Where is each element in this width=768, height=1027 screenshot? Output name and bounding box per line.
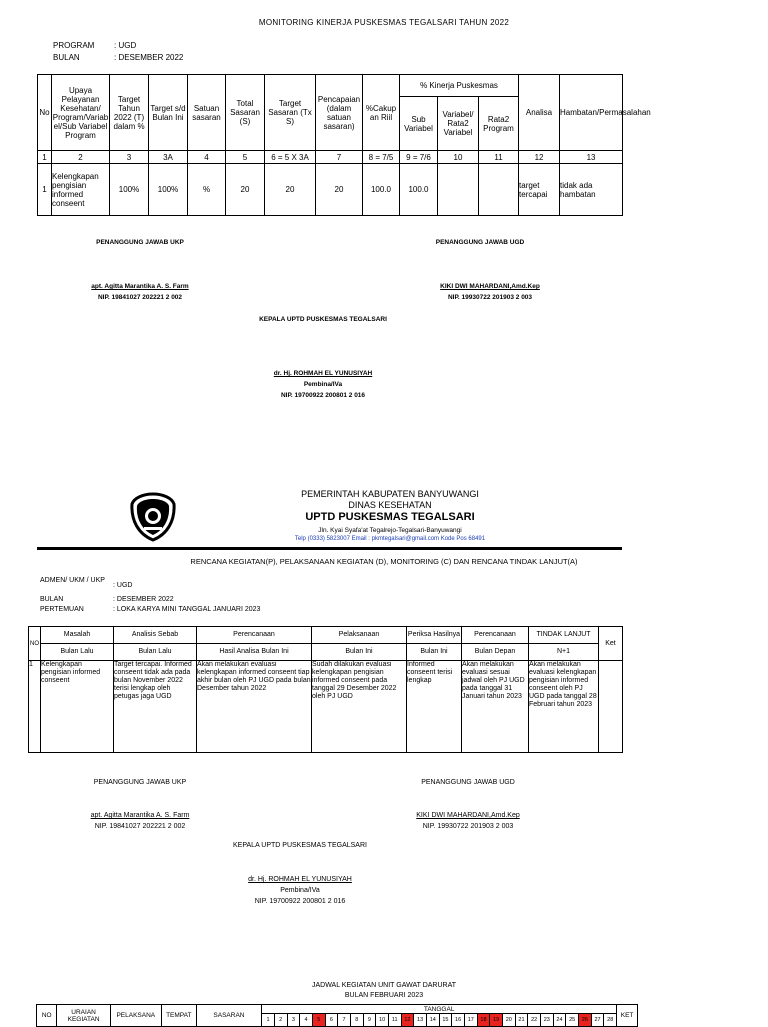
kepala-name: dr. Hj. ROHMAH EL YUNUSIYAH xyxy=(273,370,373,377)
row-target-ts: 20 xyxy=(265,164,316,216)
letterhead-line2: DINAS KESEHATAN xyxy=(348,500,432,510)
row-no: 1 xyxy=(29,661,41,753)
row-periksa: Informed conseent terisi lengkap xyxy=(407,661,462,753)
pj-ugd-name: KIKI DWI MAHARDANI,Amd.Kep xyxy=(440,283,540,290)
row-cakupan: 100.0 xyxy=(363,164,400,216)
col-number: 1 xyxy=(38,151,52,164)
kepala-rank-2: Pembina/IVa xyxy=(280,887,320,894)
row-hambatan: tidak ada hambatan xyxy=(560,164,623,216)
col-tanggal: TANGGAL xyxy=(262,1005,617,1014)
col-number: 8 = 7/5 xyxy=(363,151,400,164)
rencana-table xyxy=(28,626,623,753)
bulan2-value: : DESEMBER 2022 xyxy=(113,596,174,603)
col-number: 5 xyxy=(226,151,265,164)
pj-ukp-name: apt. Agitta Marantika A. S. Farm xyxy=(91,283,189,290)
col-sasaran: SASARAN xyxy=(196,1005,262,1027)
row-no: 1 xyxy=(38,164,52,216)
col-number: 7 xyxy=(316,151,363,164)
day-cell: 22 xyxy=(528,1014,541,1027)
kepala-name-2: dr. Hj. ROHMAH EL YUNUSIYAH xyxy=(248,876,352,883)
day-cell: 2 xyxy=(274,1014,287,1027)
letterhead-contact: Telp (0333) 5823007 Email : pkmtegalsari@gmail.com Kode Pos 68491 xyxy=(294,536,486,542)
col-number: 2 xyxy=(52,151,110,164)
col-upaya: Upaya Pelayanan Kesehatan/ Program/Variab el/Sub Variabel Program xyxy=(52,75,110,151)
kepala-nip: NIP. 19700922 200801 2 016 xyxy=(280,392,366,399)
col-perencanaan: Perencanaan xyxy=(197,627,312,644)
row-upaya: Kelengkapan pengisian informed conseent xyxy=(52,164,110,216)
day-cell: 20 xyxy=(502,1014,515,1027)
row-pelaksanaan: Sudah dilakukan evaluasi kelengkapan pengisian informed conseent pada tanggal 29 Desember 2022 oleh PJ UGD xyxy=(312,661,407,753)
letterhead-line1: PEMERINTAH KABUPATEN BANYUWANGI xyxy=(301,489,479,499)
row-analisa: Target tercapai. Informed conseent tidak ada pada bulan November 2022 terisi lengkap oleh petugas jaga UGD xyxy=(114,661,197,753)
col-variabel-rata2: Variabel/ Rata2 Variabel xyxy=(438,97,479,151)
col-perencanaan-2: Perencanaan xyxy=(462,627,529,644)
program-value: : UGD xyxy=(114,41,137,50)
col-ket: KET xyxy=(617,1005,638,1027)
col-target2022: Target Tahun 2022 (T) dalam % xyxy=(110,75,149,151)
sub-masalah: Bulan Lalu xyxy=(41,644,114,661)
col-target-sd: Target s/d Bulan Ini xyxy=(149,75,188,151)
col-number: 6 = 5 X 3A xyxy=(265,151,316,164)
col-periksa: Periksa Hasilnya xyxy=(407,627,462,644)
program-label: PROGRAM xyxy=(53,41,95,50)
sub-tindak: N+1 xyxy=(529,644,599,661)
day-cell: 6 xyxy=(325,1014,338,1027)
day-cell: 14 xyxy=(426,1014,439,1027)
col-number: 3A xyxy=(149,151,188,164)
day-cell: 11 xyxy=(388,1014,401,1027)
day-cell: 5 xyxy=(312,1014,325,1027)
col-rata2-program: Rata2 Program xyxy=(479,97,519,151)
banyuwangi-emblem-icon xyxy=(128,492,178,542)
row-ket xyxy=(599,661,623,753)
bulan-label: BULAN xyxy=(53,53,80,62)
row-rata2-program xyxy=(479,164,519,216)
pj-ugd-nip: NIP. 19930722 201903 2 003 xyxy=(447,294,533,301)
row-target-sd: 100% xyxy=(149,164,188,216)
row-sub-variabel: 100.0 xyxy=(400,164,438,216)
col-cakupan: %Cakup an Riil xyxy=(363,75,400,151)
day-cell: 4 xyxy=(300,1014,313,1027)
col-no: No xyxy=(38,75,52,151)
kepala-nip-2: NIP. 19700922 200801 2 016 xyxy=(254,898,346,905)
col-number: 10 xyxy=(438,151,479,164)
col-target-ts: Target Sasaran (Tx S) xyxy=(265,75,316,151)
pj-ugd-title-2: PENANGGUNG JAWAB UGD xyxy=(421,779,515,786)
row-tindak-lanjut: Akan melakukan evaluasi kelengkapan pengisian informed conseent oleh PJ UGD pada tanggal 28 Februari tahun 2023 xyxy=(529,661,599,753)
day-cell: 21 xyxy=(515,1014,528,1027)
kepala-rank: Pembina/IVa xyxy=(303,381,343,388)
day-cell: 16 xyxy=(452,1014,465,1027)
col-tempat: TEMPAT xyxy=(161,1005,196,1027)
col-pencapaian: Pencapaian (dalam satuan sasaran) xyxy=(316,75,363,151)
pertemuan-value: : LOKA KARYA MINI TANGGAL JANUARI 2023 xyxy=(113,606,261,613)
letterhead-address: Jln. Kyai Syafa'at Tegalrejo-Tegalsari-Banyuwangi xyxy=(318,527,462,534)
day-cell: 24 xyxy=(553,1014,566,1027)
day-cell: 23 xyxy=(540,1014,553,1027)
col-hambatan: Hambatan/Permasalahan xyxy=(560,75,623,151)
sub-perencanaan: Hasil Analisa Bulan Ini xyxy=(197,644,312,661)
day-cell: 26 xyxy=(579,1014,592,1027)
monitoring-table xyxy=(37,74,651,216)
row-satuan: % xyxy=(188,164,226,216)
bulan2-label: BULAN xyxy=(40,596,64,603)
day-cell: 7 xyxy=(338,1014,351,1027)
sub-pelaksanaan: Bulan Ini xyxy=(312,644,407,661)
monitoring-title: MONITORING KINERJA PUSKESMAS TEGALSARI TAHUN 2022 xyxy=(258,18,510,27)
row-perencanaan: Akan melakukan evaluasi kelengkapan informed conseent tiap akhir bulan oleh PJ UGD pada bulan Desember tahun 2022 xyxy=(197,661,312,753)
col-no: NO xyxy=(29,627,41,661)
letterhead-divider xyxy=(37,547,622,550)
day-cell: 9 xyxy=(363,1014,376,1027)
kepala-title-2: KEPALA UPTD PUSKESMAS TEGALSARI xyxy=(233,842,367,849)
col-masalah: Masalah xyxy=(41,627,114,644)
col-analisa-sebab: Analisis Sebab xyxy=(114,627,197,644)
day-cell: 15 xyxy=(439,1014,452,1027)
sub-periksa: Bulan Ini xyxy=(407,644,462,661)
pj-ugd-name-2: KIKI DWI MAHARDANI,Amd.Kep xyxy=(416,812,520,819)
col-number-row xyxy=(38,151,623,164)
admen-label: ADMEN/ UKM / UKP xyxy=(40,577,105,584)
col-number: 9 = 7/6 xyxy=(400,151,438,164)
row-target2022: 100% xyxy=(110,164,149,216)
col-number: 4 xyxy=(188,151,226,164)
day-cell: 8 xyxy=(350,1014,363,1027)
col-no: NO xyxy=(37,1005,57,1027)
day-cell: 18 xyxy=(477,1014,490,1027)
pj-ukp-title: PENANGGUNG JAWAB UKP xyxy=(96,239,184,246)
day-cell: 3 xyxy=(287,1014,300,1027)
col-pelaksana: PELAKSANA xyxy=(110,1005,161,1027)
sub-perencanaan-2: Bulan Depan xyxy=(462,644,529,661)
day-cell: 27 xyxy=(591,1014,604,1027)
col-tindak-lanjut: TINDAK LANJUT xyxy=(529,627,599,644)
col-total-sasaran: Total Sasaran (S) xyxy=(226,75,265,151)
jadwal-subtitle: BULAN FEBRUARI 2023 xyxy=(344,992,424,999)
row-analisa: target tercapai xyxy=(519,164,560,216)
col-number: 11 xyxy=(479,151,519,164)
row-perencanaan-2: Akan melakukan evaluasi sesuai jadwal oleh PJ UGD pada tanggal 31 Januari tahun 2023 xyxy=(462,661,529,753)
pj-ugd-nip-2: NIP. 19930722 201903 2 003 xyxy=(422,823,514,830)
col-uraian: URAIAN KEGIATAN xyxy=(57,1005,110,1027)
day-cell: 12 xyxy=(401,1014,414,1027)
sub-analisa: Bulan Lalu xyxy=(114,644,197,661)
pertemuan-label: PERTEMUAN xyxy=(40,606,84,613)
day-cell: 17 xyxy=(464,1014,477,1027)
table-row xyxy=(29,661,623,753)
col-analisa: Analisa xyxy=(519,75,560,151)
day-cell: 28 xyxy=(604,1014,617,1027)
pj-ugd-title: PENANGGUNG JAWAB UGD xyxy=(435,239,525,246)
day-cell: 13 xyxy=(414,1014,427,1027)
letterhead-line3: UPTD PUSKESMAS TEGALSARI xyxy=(305,511,475,523)
col-ket: Ket xyxy=(599,627,623,661)
col-number: 3 xyxy=(110,151,149,164)
bulan-value: : DESEMBER 2022 xyxy=(114,53,184,62)
col-number: 13 xyxy=(560,151,623,164)
jadwal-table xyxy=(36,1004,638,1027)
day-cell: 1 xyxy=(262,1014,275,1027)
pj-ukp-nip: NIP. 19841027 202221 2 002 xyxy=(97,294,183,301)
admen-value: : UGD xyxy=(113,582,133,589)
rencana-title: RENCANA KEGIATAN(P), PELAKSANAAN KEGIATAN (D), MONITORING (C) DAN RENCANA TINDAK LANJUT(A) xyxy=(190,557,578,566)
row-total-sasaran: 20 xyxy=(226,164,265,216)
pj-ukp-title-2: PENANGGUNG JAWAB UKP xyxy=(93,779,187,786)
pj-ukp-nip-2: NIP. 19841027 202221 2 002 xyxy=(94,823,186,830)
day-cell: 10 xyxy=(376,1014,389,1027)
jadwal-title: JADWAL KEGIATAN UNIT GAWAT DARURAT xyxy=(311,982,457,989)
kepala-title: KEPALA UPTD PUSKESMAS TEGALSARI xyxy=(259,316,387,323)
col-satuan: Satuan sasaran xyxy=(188,75,226,151)
pj-ukp-name-2: apt. Agitta Marantika A. S. Farm xyxy=(90,812,190,819)
row-masalah: Kelengkapan pengisian informed conseent xyxy=(41,661,114,753)
row-pencapaian: 20 xyxy=(316,164,363,216)
col-sub-variabel: Sub Variabel xyxy=(400,97,438,151)
day-cell: 25 xyxy=(566,1014,579,1027)
day-cell: 19 xyxy=(490,1014,503,1027)
table-row xyxy=(38,164,623,216)
col-pelaksanaan: Pelaksanaan xyxy=(312,627,407,644)
col-kinerja: % Kinerja Puskesmas xyxy=(400,75,519,97)
col-number: 12 xyxy=(519,151,560,164)
row-variabel-rata2 xyxy=(438,164,479,216)
